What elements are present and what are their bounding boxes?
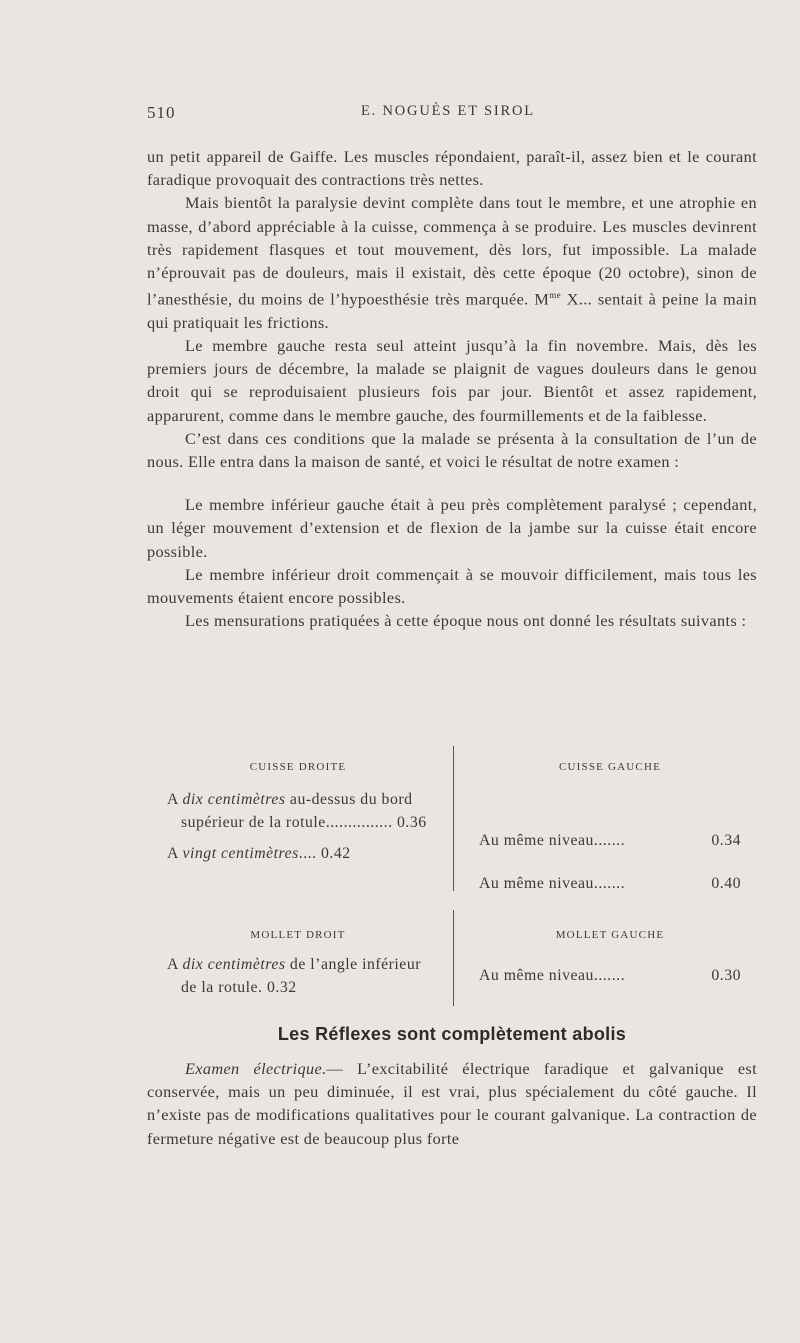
column-divider bbox=[453, 910, 454, 1006]
thigh-right-row-2 bbox=[479, 872, 741, 895]
paragraph-4: C’est dans ces conditions que la malade se présenta à la consultation de l’un de nous. Elle entra dans la maison de santé, et voici le résultat de notre examen : bbox=[147, 428, 757, 472]
calf-measurement-table bbox=[147, 924, 757, 1014]
calf-left-row bbox=[167, 953, 429, 999]
right-row1-label: Au même niveau bbox=[479, 832, 594, 849]
row2-leader: .... bbox=[298, 845, 317, 862]
row1-prefix: A bbox=[167, 791, 183, 808]
thigh-measurement-table bbox=[147, 756, 757, 896]
row1-rest: au-dessus du bord supérieur de la rotule bbox=[181, 791, 413, 831]
running-header bbox=[147, 103, 757, 129]
calf-right-column bbox=[479, 924, 741, 987]
right-row2-leader: ....... bbox=[593, 875, 626, 892]
row1-leader: ............... bbox=[325, 814, 393, 831]
thigh-right-row-1 bbox=[479, 829, 741, 852]
right-row2-label: Au même niveau bbox=[479, 875, 594, 892]
electric-exam-text bbox=[147, 1057, 757, 1150]
calf-right-value: 0.30 bbox=[711, 967, 741, 984]
calf-left-italic: dix centimètres bbox=[182, 956, 286, 973]
right-row1-leader: ....... bbox=[593, 832, 626, 849]
paragraph-6: Le membre inférieur droit commençait à se mouvoir difficilement, mais tous les mouvements étaient encore possibles. bbox=[147, 564, 757, 608]
paragraph-1: un petit appareil de Gaiffe. Les muscles répondaient, paraît-il, assez bien et le courant faradique provoquait des contractions très nettes. bbox=[147, 147, 757, 190]
calf-left-rest: de l’angle inférieur de la rotule. bbox=[181, 956, 421, 996]
section-heading: Les Réflexes sont complètement abolis bbox=[277, 1024, 627, 1044]
column-divider bbox=[453, 746, 454, 891]
heading-mollet-gauche: MOLLET GAUCHE bbox=[555, 929, 665, 941]
electric-label: Examen électrique. bbox=[185, 1059, 327, 1078]
paragraph-2-text: Mais bientôt la paralysie devint complète dans tout le membre, et une atrophie en masse, d’abord appréciable à la cuisse, commença à se produire. Les muscles devinrent très rapidement flasques et tout mouvement, dès lors, fut impossible. La malade n’éprouvait pas de douleurs, mais il existait, dès cette époque (20 octobre), sinon de l’anesthésie, du moins de l’hypoesthésie très marquée. M bbox=[147, 193, 757, 309]
running-head-title: E. NOGUÈS ET SIROL bbox=[361, 103, 535, 119]
heading-cuisse-gauche: CUISSE GAUCHE bbox=[558, 761, 662, 773]
thigh-left-row-2 bbox=[167, 842, 429, 865]
body-text bbox=[147, 145, 757, 632]
calf-right-label: Au même niveau bbox=[479, 967, 594, 984]
paragraph-electric bbox=[147, 1057, 757, 1150]
thigh-left-column bbox=[167, 756, 429, 865]
row2-italic: vingt centimètres bbox=[182, 845, 299, 862]
page-number: 510 bbox=[147, 103, 176, 122]
row1-value: 0.36 bbox=[396, 814, 427, 831]
calf-right-row bbox=[479, 964, 741, 987]
electric-text: L’excitabilité électrique faradique et galvanique est conservée, mais un peu diminuée, il est vrai, plus spécialement du côté gauche. Il n’existe pas de modifications qualitatives pour le courant galvanique. La contraction de fermeture négative est de beaucoup plus forte bbox=[147, 1059, 757, 1148]
superscript-me: me bbox=[549, 290, 561, 301]
heading-cuisse-droite: CUISSE DROITE bbox=[249, 761, 347, 773]
heading-mollet-droit: MOLLET DROIT bbox=[250, 929, 346, 941]
electric-dash: — bbox=[326, 1059, 358, 1078]
calf-left-value: 0.32 bbox=[266, 979, 297, 996]
right-row2-value: 0.40 bbox=[711, 875, 741, 892]
calf-left-prefix: A bbox=[167, 956, 183, 973]
calf-left-column bbox=[167, 924, 429, 999]
thigh-left-row-1 bbox=[167, 788, 429, 834]
row1-italic: dix centimètres bbox=[182, 791, 286, 808]
paragraph-2-text-end: X... sentait à peine la main qui pratiquait les frictions. bbox=[147, 289, 757, 332]
thigh-right-column bbox=[479, 756, 741, 895]
paragraph-5: Le membre inférieur gauche était à peu près complètement paralysé ; cependant, un léger mouvement d’extension et de flexion de la jambe sur la cuisse était encore possible. bbox=[147, 495, 757, 561]
paragraph-2 bbox=[147, 191, 757, 334]
row2-prefix: A bbox=[167, 845, 183, 862]
calf-right-leader: ....... bbox=[593, 967, 626, 984]
row2-value: 0.42 bbox=[321, 845, 351, 862]
paragraph-7: Les mensurations pratiquées à cette époque nous ont donné les résultats suivants : bbox=[185, 611, 747, 631]
right-row1-value: 0.34 bbox=[711, 832, 741, 849]
paragraph-3: Le membre gauche resta seul atteint jusqu’à la fin novembre. Mais, dès les premiers jours de décembre, la malade se plaignit de vagues douleurs dans le genou droit qui se reproduisaient plusieurs fois par jour. Bientôt et assez rapidement, apparurent, comme dans le membre gauche, des fourmillements et de la faiblesse. bbox=[147, 336, 757, 425]
